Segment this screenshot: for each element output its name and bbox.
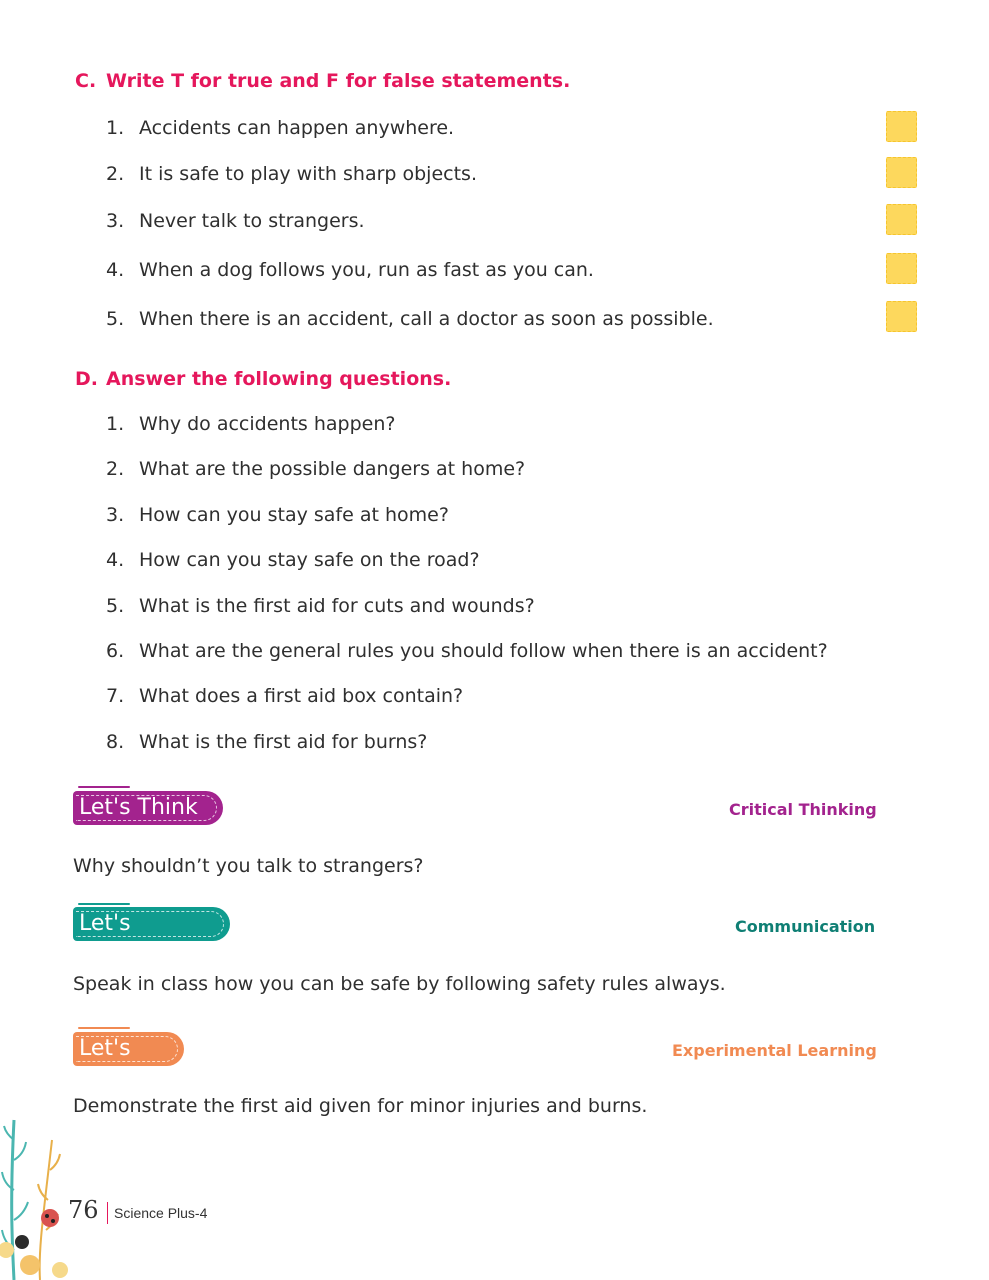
lets-do-label: Let's Do bbox=[73, 1032, 184, 1066]
answer-box[interactable] bbox=[886, 204, 917, 235]
footer-divider bbox=[107, 1202, 108, 1224]
question-item bbox=[106, 458, 525, 480]
tag-accent-line bbox=[78, 903, 130, 905]
item-text: When there is an accident, call a doctor as soon as possible. bbox=[139, 308, 714, 330]
question-item bbox=[106, 549, 480, 571]
tf-item bbox=[106, 210, 365, 232]
answer-box[interactable] bbox=[886, 253, 917, 284]
section-c-letter: C. bbox=[75, 70, 97, 92]
item-text: What is the first aid for burns? bbox=[139, 731, 428, 753]
item-number: 7. bbox=[106, 685, 125, 707]
section-d-title: Answer the following questions. bbox=[106, 368, 452, 390]
question-item bbox=[106, 504, 449, 526]
item-text: When a dog follows you, run as fast as you can. bbox=[139, 259, 594, 281]
section-d-heading bbox=[75, 368, 451, 390]
tag-accent-line bbox=[78, 786, 130, 788]
critical-thinking-label: Critical Thinking bbox=[729, 800, 877, 819]
item-text: Why do accidents happen? bbox=[139, 413, 396, 435]
floral-decoration bbox=[0, 1100, 70, 1280]
question-item bbox=[106, 413, 395, 435]
item-number: 5. bbox=[106, 595, 125, 617]
tf-item bbox=[106, 308, 714, 330]
item-number: 5. bbox=[106, 308, 125, 330]
item-text: Accidents can happen anywhere. bbox=[139, 117, 455, 139]
section-c-heading bbox=[75, 70, 570, 92]
item-text: How can you stay safe on the road? bbox=[139, 549, 480, 571]
tf-item bbox=[106, 259, 594, 281]
tf-item bbox=[106, 163, 477, 185]
item-number: 4. bbox=[106, 259, 125, 281]
item-text: What does a first aid box contain? bbox=[139, 685, 464, 707]
item-number: 3. bbox=[106, 210, 125, 232]
book-title: Science Plus-4 bbox=[114, 1205, 208, 1221]
lets-discuss-text: Speak in class how you can be safe by following safety rules always. bbox=[73, 973, 726, 995]
question-item bbox=[106, 595, 535, 617]
answer-box[interactable] bbox=[886, 157, 917, 188]
communication-label: Communication bbox=[735, 917, 876, 936]
tag-accent-line bbox=[78, 1027, 130, 1029]
experimental-learning-label: Experimental Learning bbox=[672, 1041, 877, 1060]
item-number: 2. bbox=[106, 163, 125, 185]
item-number: 1. bbox=[106, 413, 125, 435]
item-text: Never talk to strangers. bbox=[139, 210, 365, 232]
item-text: What is the first aid for cuts and wounds? bbox=[139, 595, 535, 617]
answer-box[interactable] bbox=[886, 111, 917, 142]
item-text: How can you stay safe at home? bbox=[139, 504, 449, 526]
page-number: 76 bbox=[68, 1196, 99, 1224]
answer-box[interactable] bbox=[886, 301, 917, 332]
tf-item bbox=[106, 117, 454, 139]
item-number: 4. bbox=[106, 549, 125, 571]
section-c-title: Write T for true and F for false statements. bbox=[106, 70, 571, 92]
item-text: It is safe to play with sharp objects. bbox=[139, 163, 477, 185]
item-number: 3. bbox=[106, 504, 125, 526]
lets-think-label: Let's Think bbox=[73, 791, 223, 825]
item-text: What are the general rules you should follow when there is an accident? bbox=[139, 640, 828, 662]
item-number: 1. bbox=[106, 117, 125, 139]
item-number: 8. bbox=[106, 731, 125, 753]
item-number: 6. bbox=[106, 640, 125, 662]
section-d-letter: D. bbox=[75, 368, 98, 390]
lets-discuss-label: Let's Discuss bbox=[73, 907, 230, 941]
question-item bbox=[106, 731, 427, 753]
item-number: 2. bbox=[106, 458, 125, 480]
question-item bbox=[106, 685, 463, 707]
lets-do-text: Demonstrate the first aid given for minor injuries and burns. bbox=[73, 1095, 648, 1117]
lets-think-text: Why shouldn’t you talk to strangers? bbox=[73, 855, 424, 877]
item-text: What are the possible dangers at home? bbox=[139, 458, 526, 480]
question-item bbox=[106, 640, 828, 662]
